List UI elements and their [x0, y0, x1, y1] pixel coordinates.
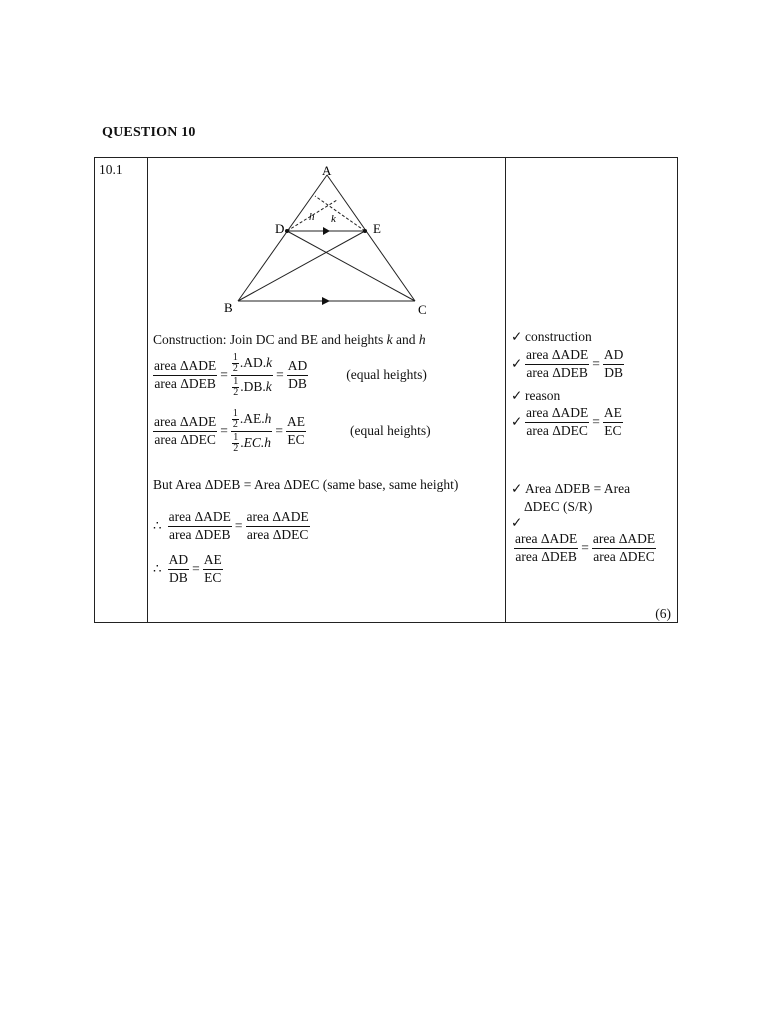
mark-final-tick — [511, 516, 525, 531]
mark-same-base-reason: ΔDEC (S/R) — [524, 499, 593, 514]
label-h: h — [309, 211, 315, 223]
same-base-line: But Area ΔDEB = Area ΔDEC (same base, same height) — [153, 477, 459, 492]
check-icon: ✓ — [511, 355, 523, 371]
label-k: k — [331, 213, 336, 225]
equation-1: $\frac{\text{area ΔADE}}{\text{area ΔDEB}}$ = 1 2 .AD. k 1 2 .DB. k = $\frac{AD}{DB}$ (equal heights) — [154, 352, 427, 398]
label-B: B — [224, 300, 233, 315]
check-icon: ✓ — [511, 515, 523, 530]
reason-1: (equal heights) — [346, 367, 427, 383]
memo-table — [94, 157, 678, 623]
mark-ratio-2: ✓ $\frac{\text{area ΔADE}}{\text{area ΔDEC}}$ = $\frac{AE}{EC}$ — [511, 405, 622, 438]
reason-2: (equal heights) — [350, 423, 431, 439]
label-D: D — [275, 221, 285, 236]
label-C: C — [418, 302, 427, 317]
equation-3: ∴ $\frac{\text{area ΔADE}}{\text{area ΔDEB}}$ = $\frac{\text{area ΔADE}}{\text{area ΔDEC}}$ — [153, 509, 309, 542]
check-icon: ✓ — [511, 388, 523, 403]
triangle-diagram — [148, 158, 505, 318]
equation-4: ∴ $\frac{AD}{DB}$ = $\frac{AE}{EC}$ — [153, 552, 222, 585]
question-number: 10.1 — [99, 162, 123, 177]
question-heading: QUESTION 10 — [102, 125, 196, 140]
total-marks: (6) — [655, 606, 671, 621]
question-number-cell — [95, 158, 148, 623]
label-E: E — [373, 221, 381, 236]
mark-ratio-1: ✓ $\frac{\text{area ΔADE}}{\text{area ΔDEB}}$ = $\frac{AD}{DB}$ — [511, 347, 624, 380]
equation-2: $\frac{\text{area ΔADE}}{\text{area ΔDEC}}$ = 1 2 .AE. h 1 2 . EC.h = $\frac{AE}{EC}$ (equal heights) — [154, 408, 431, 454]
check-icon: ✓ — [511, 413, 523, 429]
mark-construction: ✓ construction — [511, 329, 592, 344]
mark-reason: ✓ reason — [511, 388, 561, 403]
label-A: A — [322, 163, 332, 178]
mark-same-base: ✓ Area ΔDEB = Area — [511, 481, 631, 496]
marks-cell — [506, 158, 678, 623]
mark-final-ratio: $\frac{\text{area ΔADE}}{\text{area ΔDEB}}$ = $\frac{\text{area ΔADE}}{\text{area ΔDEC}}$ — [515, 531, 656, 564]
check-icon: ✓ — [511, 329, 523, 344]
construction-line: Construction: Join DC and BE and heights k and h — [153, 332, 426, 347]
check-icon: ✓ — [511, 481, 523, 496]
working-cell — [148, 158, 506, 623]
